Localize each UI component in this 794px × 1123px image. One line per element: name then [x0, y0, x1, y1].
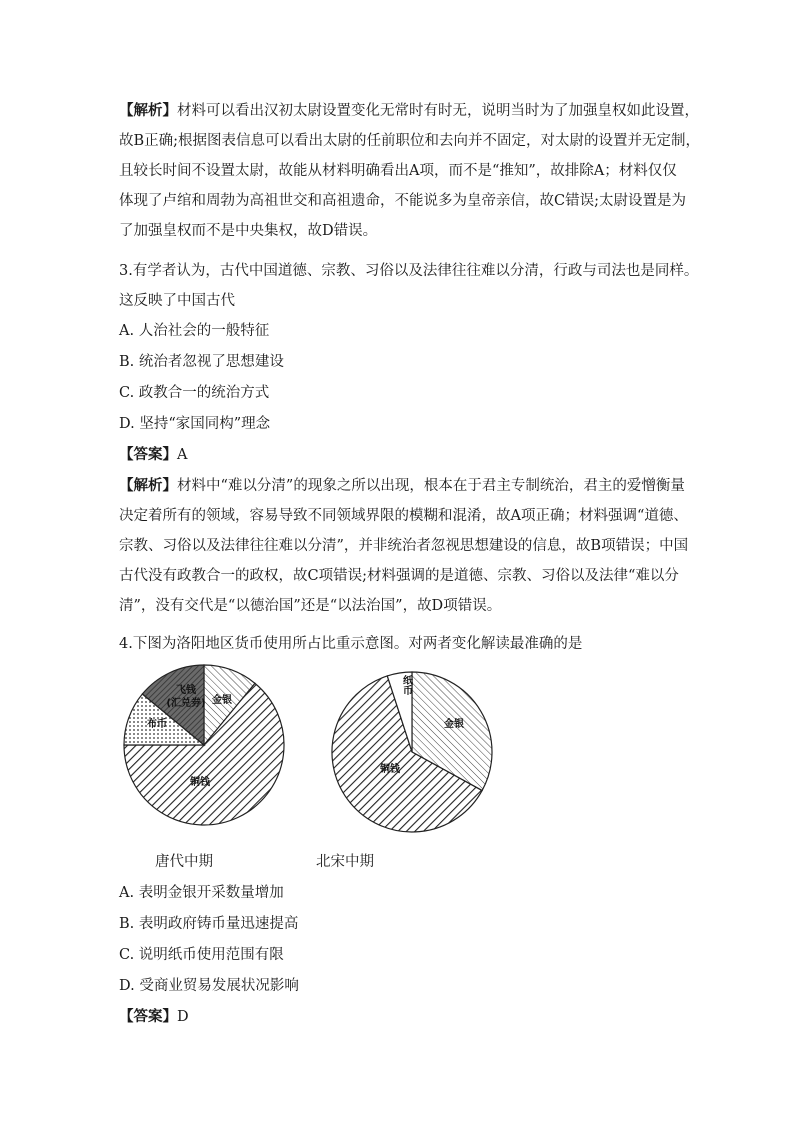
answer-tag: 【答案】 — [119, 446, 177, 463]
q3-stem — [119, 256, 699, 316]
tang-label-huiduiquan: (汇兑券) — [166, 698, 206, 709]
song-label-jinyin: 金银 — [444, 719, 464, 730]
q4-answer — [119, 1002, 189, 1032]
answer-value: D — [177, 1009, 189, 1025]
q3-answer — [119, 440, 187, 470]
q3-option-d: D. 坚持“家国同构”理念 — [119, 416, 271, 432]
song-label-tongqian: 铜钱 — [380, 764, 400, 775]
q3-stem-line-2: 这反映了中国古代 — [119, 293, 235, 309]
q2-analysis-line-4: 体现了卢绾和周勃为高祖世交和高祖遗命，不能说多为皇帝亲信，故C错误;太尉设置是为 — [119, 193, 686, 209]
pie-tang — [124, 665, 284, 825]
pie-song — [332, 672, 492, 832]
tang-label-bubi: 布币 — [147, 719, 167, 730]
q3-analysis-line-2: 决定着所有的领域，容易导致不同领域界限的模糊和混淆，故A项正确；材料强调“道德、 — [119, 508, 688, 524]
q2-analysis-line-1: 【解析】材料可以看出汉初太尉设置变化无常时有时无，说明当时为了加强皇权如此设置， — [119, 102, 699, 119]
q4-stem: 4.下图为洛阳地区货币使用所占比重示意图。对两者变化解读最准确的是 — [119, 636, 583, 652]
tang-caption: 唐代中期 — [155, 854, 213, 870]
answer-value: A — [177, 447, 188, 463]
tang-label-tongqian: 铜钱 — [190, 777, 210, 788]
q3-option-c: C. 政教合一的统治方式 — [119, 385, 270, 401]
q3-analysis — [119, 471, 689, 621]
q4-option-d: D. 受商业贸易发展状况影响 — [119, 978, 299, 994]
q3-analysis-line-5: 清”，没有交代是“以德治国”还是“以法治国”，故D项错误。 — [119, 598, 502, 614]
q2-analysis-line-5: 了加强皇权而不是中央集权，故D错误。 — [119, 223, 378, 239]
q3-analysis-line-4: 古代没有政教合一的政权，故C项错误;材料强调的是道德、宗教、习俗以及法律“难以分 — [119, 568, 679, 584]
q4-option-a: A. 表明金银开采数量增加 — [119, 885, 284, 901]
tang-label-feiqian: 飞钱 — [176, 685, 196, 696]
song-caption: 北宋中期 — [316, 854, 374, 870]
q3-stem-line-1: 3.有学者认为，古代中国道德、宗教、习俗以及法律往往难以分清，行政与司法也是同样。 — [119, 263, 699, 279]
q4-option-b: B. 表明政府铸币量迅速提高 — [119, 916, 299, 932]
q2-analysis — [119, 96, 701, 246]
tang-label-jinyin: 金银 — [212, 695, 232, 706]
q3-analysis-line-1: 【解析】材料中“难以分清”的现象之所以出现，根本在于君主专制统治，君主的爱憎衡量 — [119, 477, 685, 494]
q3-option-a: A. 人治社会的一般特征 — [119, 323, 270, 339]
q4-option-c: C. 说明纸币使用范围有限 — [119, 947, 284, 963]
answer-tag: 【答案】 — [119, 1008, 177, 1025]
song-label-zhibi: 纸币 — [400, 675, 412, 695]
q3-analysis-line-3: 宗教、习俗以及法律往往难以分清”，并非统治者忽视思想建设的信息，故B项错误；中国 — [119, 538, 689, 554]
q2-analysis-line-3: 且较长时间不设置太尉，故能从材料明确看出A项，而不是“推知”，故排除A；材料仅仅 — [119, 163, 677, 179]
q2-analysis-line-2: 故B正确;根据图表信息可以看出太尉的任前职位和去向并不固定，对太尉的设置并无定制， — [119, 133, 701, 149]
q3-option-b: B. 统治者忽视了思想建设 — [119, 354, 284, 370]
currency-pie-charts — [0, 660, 794, 860]
